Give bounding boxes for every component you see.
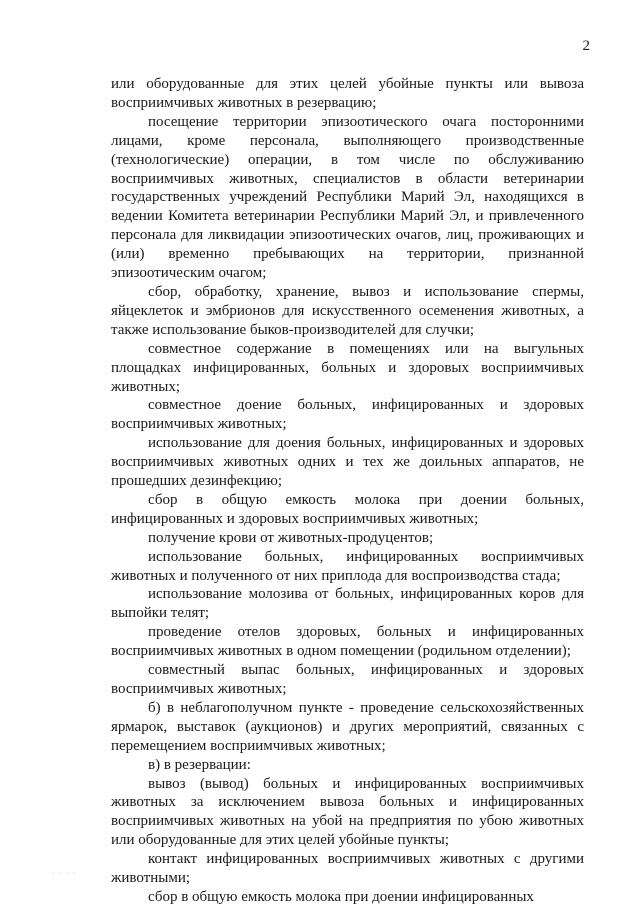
paragraph: использование для доения больных, инфицированных и здоровых восприимчивых животных одних и тех же доильных аппаратов, не прошедших дезинфекцию;	[111, 435, 584, 490]
paragraph: или оборудованные для этих целей убойные пункты или вывоза восприимчивых животных в резервацию;	[111, 76, 584, 111]
paragraph: контакт инфицированных восприимчивых животных с другими животными;	[111, 851, 584, 887]
paragraph: использование больных, инфицированных восприимчивых животных и полученного от них приплода для воспроизводства стада;	[111, 548, 584, 584]
paragraph: совместное содержание в помещениях или на выгульных площадках инфицированных, больных и здоровых восприимчивых животных;	[111, 340, 584, 395]
paragraph: б) в неблагополучном пункте - проведение сельскохозяйственных ярмарок, выставок (аукционов) и других мероприятий, связанных с перемещением восприимчивых животных;	[111, 699, 584, 754]
paragraph: посещение территории эпизоотического очага посторонними лицами, кроме персонала, выполняющего производственные (технологические) операции, в том числе по обслуживанию восприимчивых животных, специалистов в области ветеринарии государственных учреждений Республики Марий Эл, находящихся в ведении Комитета ветеринарии Республики Марий Эл, и привлеченного персонала для ликвидации эпизоотических очагов, лиц, проживающих и (или) временно пребывающих на территории, признанной эпизоотическим очагом;	[111, 113, 584, 282]
paragraph: сбор, обработку, хранение, вывоз и использование спермы, яйцеклеток и эмбрионов для искусственного осеменения животных, а также использование быков-производителей для случки;	[111, 283, 584, 338]
document-body	[111, 75, 584, 907]
paragraph: в) в резервации:	[148, 756, 251, 773]
paragraph: получение крови от животных-продуцентов;	[148, 529, 434, 546]
paragraph: вывоз (вывод) больных и инфицированных восприимчивых животных за исключением вывоза больных и инфицированных восприимчивых животных на убой на предприятия по убою животных или оборудованные для этих целей убойные пункты;	[111, 775, 584, 849]
paragraph: использование молозива от больных, инфицированных коров для выпойки телят;	[111, 586, 584, 622]
paragraph: совместное доение больных, инфицированных и здоровых восприимчивых животных;	[111, 397, 584, 433]
paragraph: совместный выпас больных, инфицированных и здоровых восприимчивых животных;	[111, 662, 584, 697]
paragraph: проведение отелов здоровых, больных и инфицированных восприимчивых животных в одном помещении (родильном отделении);	[111, 624, 584, 660]
page-number: 2	[582, 38, 590, 54]
paragraph: сбор в общую емкость молока при доении больных, инфицированных и здоровых восприимчивых животных;	[111, 491, 584, 527]
scan-artifact: · · · ·	[52, 869, 77, 878]
paragraph: сбор в общую емкость молока при доении инфицированных	[148, 888, 534, 905]
